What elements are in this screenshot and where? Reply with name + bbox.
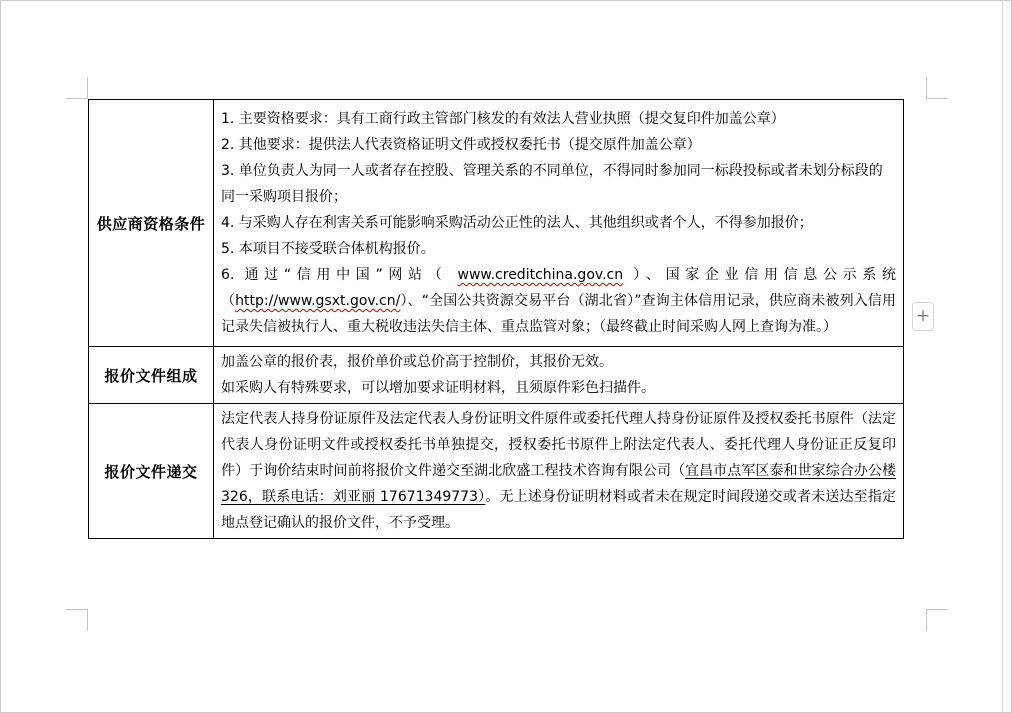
paragraph	[221, 236, 896, 262]
text-segment: 4. 与采购人存在利害关系可能影响采购活动公正性的法人、其他组织或者个人，不得参加报价；	[221, 215, 813, 231]
paragraph	[221, 106, 896, 132]
text-segment: 3. 单位负责人为同一人或者存在控股、管理关系的不同单位，不得同时参加同一标段投标或者未划分标段的同一采购项目报价；	[221, 163, 883, 205]
paragraph	[221, 132, 896, 158]
row-content-quotation-submission	[214, 404, 904, 539]
text-segment: 法定代表人持身份证原件及法定代表人身份证明文件原件或委托代理人持身份证原件及授权委托书原件（法定代表人身份证明文件或授权委托书单独提交，授权委托书原件上附法定代表人、委托代理人身份证正反复印件）于询价结束时间前将报价文件递交至湖北欣盛工程技术咨询有限公司（	[221, 411, 896, 479]
text-segment: 加盖公章的报价表，报价单价或总价高于控制价，其报价无效。	[221, 354, 613, 370]
table-row	[89, 347, 904, 404]
table-row	[89, 100, 904, 347]
row-content-supplier-qualification	[214, 100, 904, 347]
margin-mark-top-right	[926, 77, 948, 99]
paragraph	[221, 262, 896, 340]
row-label-quotation-composition: 报价文件组成	[89, 347, 214, 404]
row-content-quotation-composition	[214, 347, 904, 404]
text-segment: 如采购人有特殊要求，可以增加要求证明材料，且须原件彩色扫描件。	[221, 380, 655, 396]
text-segment: ）、“全国公共资源交易平台（湖北省）”查询主体信用记录，供应商未被列入信用记录失信被执行人、重大税收违法失信主体、重点监管对象；（最终截止时间采购人网上查询为准。）	[221, 293, 896, 335]
url-text: http://www.gsxt.gov.cn/	[235, 293, 401, 309]
text-segment: 2. 其他要求：提供法人代表资格证明文件或授权委托书（提交原件加盖公章）	[221, 137, 701, 153]
text-segment: ）、国家企业信用信息公示系统（	[221, 267, 896, 309]
paragraph	[221, 349, 896, 375]
row-label-supplier-qualification: 供应商资格条件	[89, 100, 214, 347]
paragraph	[221, 375, 896, 401]
margin-mark-bottom-right	[926, 609, 948, 631]
paragraph	[221, 158, 896, 210]
vertical-scrollbar[interactable]	[1002, 1, 1011, 712]
text-segment: 6. 通过“信用中国”网站（	[221, 267, 458, 283]
url-text: www.creditchina.gov.cn	[457, 267, 624, 283]
paragraph	[221, 406, 896, 536]
text-segment: 5. 本项目不接受联合体机构报价。	[221, 241, 435, 257]
text-segment: 1. 主要资格要求：具有工商行政主管部门核发的有效法人营业执照（提交复印件加盖公章）	[221, 111, 785, 127]
plus-button[interactable]: +	[912, 302, 934, 331]
table-row	[89, 404, 904, 539]
procurement-requirements-table	[88, 99, 904, 539]
underlined-text: 宜昌市点军区泰和世家综合办公楼 326，联系电话：刘亚丽 17671349773）	[221, 463, 897, 505]
margin-mark-top-left	[66, 77, 88, 99]
text-segment: 。无上述身份证明材料或者未在规定时间段递交或者未送达至指定地点登记确认的报价文件，不予受理。	[221, 489, 897, 531]
row-label-quotation-submission: 报价文件递交	[89, 404, 214, 539]
margin-mark-bottom-left	[66, 609, 88, 631]
paragraph	[221, 210, 896, 236]
